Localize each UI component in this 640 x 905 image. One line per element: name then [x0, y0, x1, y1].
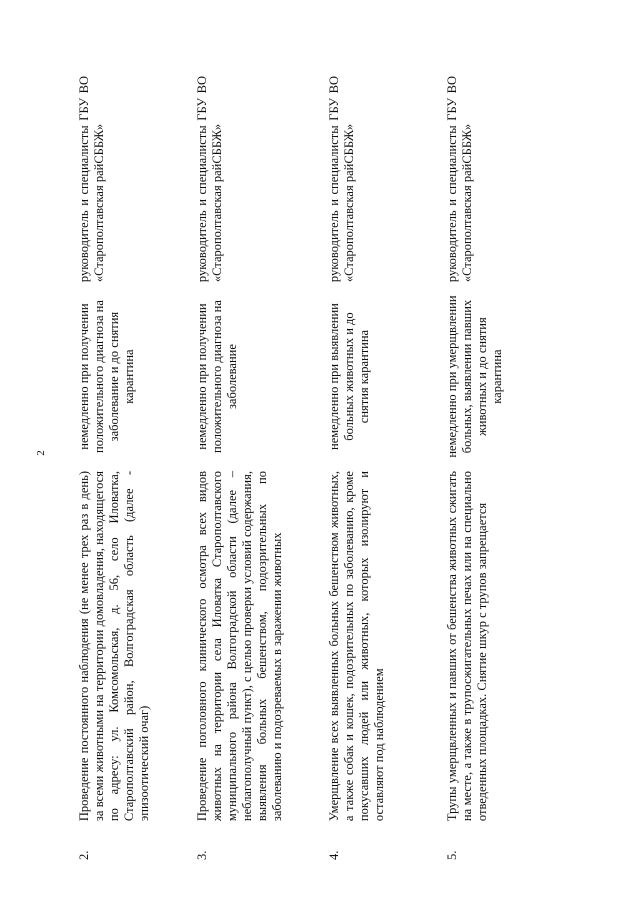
- row-term: немедленно при получении положительного диагноза на заболевание: [195, 300, 239, 453]
- table-row: [325, 70, 443, 860]
- row-responsible: руководитель и специалисты ГБУ ВО «Старополтавская райСББЖ»: [77, 76, 106, 283]
- row-responsible: руководитель и специалисты ГБУ ВО «Старополтавская райСББЖ»: [445, 76, 474, 283]
- page-number: 2: [34, 450, 47, 456]
- row-responsible: руководитель и специалисты ГБУ ВО «Старополтавская райСББЖ»: [327, 76, 356, 283]
- row-number: 4.: [327, 850, 341, 860]
- table-row: [443, 70, 561, 860]
- row-responsible: руководитель и специалисты ГБУ ВО «Старополтавская райСББЖ»: [195, 76, 224, 283]
- row-number: 3.: [195, 850, 209, 860]
- row-action: Проведение постоянного наблюдения (не менее трех раз в день) за всеми животными на территории домовладения, находящегося по адресу: ул. Комсомольская, д. 56, село Иловатка, Старополтавский район, Волгоградская область (далее - эпизоотический очаг): [77, 471, 151, 822]
- row-action: Трупы умерщвленных и павших от бешенства животных сжигать на месте, а также в трупосжигательных печах или на специально отведенных площадках. Снятие шкур с трупов запрещается: [445, 471, 489, 822]
- table-row: [75, 70, 193, 860]
- row-term: немедленно при умерщвлении больных, выявлении павших животных и до снятия карантина: [445, 295, 504, 458]
- row-term: немедленно при получении положительного диагноза на заболевание и до снятия карантина: [77, 300, 136, 453]
- row-number: 5.: [445, 850, 459, 860]
- row-number: 2.: [77, 850, 91, 860]
- row-term: немедленно при выявлении больных животных и до снятия карантина: [327, 303, 371, 450]
- row-action: Проведение поголовного клинического осмотра всех видов животных на территории села Иловатка Старополтавского муниципального района Волгоградской области (далее – неблагополучный пункт), с целью проверки условий содержания, выявления больных бешенством, подозрительных по заболеванию и подозреваемых в заражении животных: [195, 471, 284, 822]
- table-row: [193, 70, 325, 860]
- row-action: Умерщвление всех выявленных больных бешенством животных, а также собак и кошек, подозрительных по заболеванию, кроме покусавших людей или животных, которых изолируют и оставляют под наблюдением: [327, 471, 386, 822]
- measures-table: [75, 70, 535, 860]
